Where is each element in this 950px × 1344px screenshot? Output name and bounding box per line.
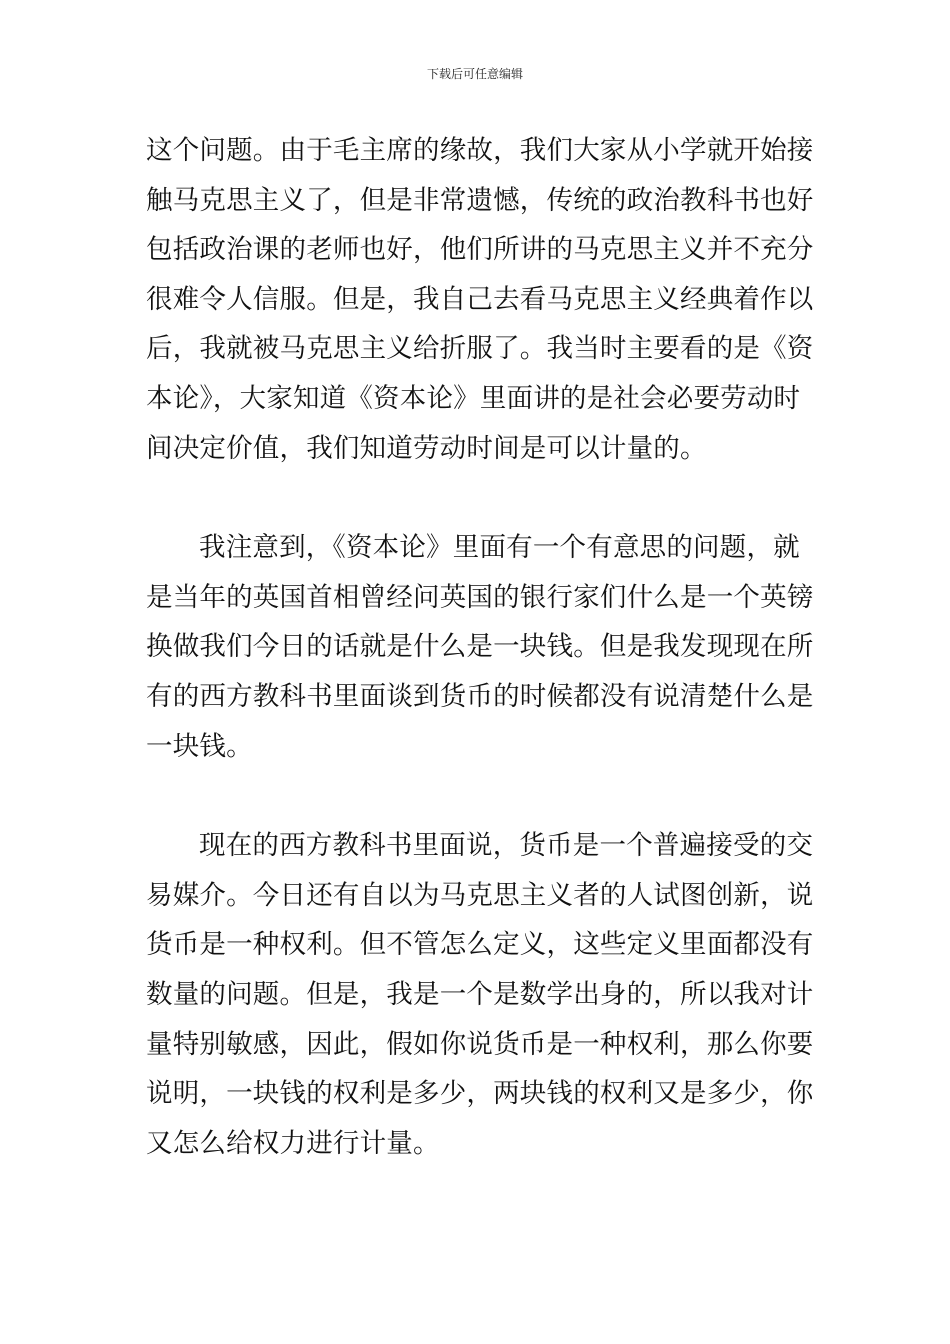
paragraph-1 bbox=[146, 126, 814, 473]
paragraph-3 bbox=[146, 821, 814, 1168]
page-header: 下载后可任意编辑 bbox=[426, 67, 523, 81]
text-line: 包括政治课的老师也好，他们所讲的马克思主义并不充分 bbox=[146, 234, 814, 266]
text-line: 数量的问题。但是，我是一个是数学出身的，所以我对计 bbox=[146, 978, 814, 1010]
text-line: 是当年的英国首相曾经问英国的银行家们什么是一个英镑 bbox=[146, 581, 814, 613]
text-line: 换做我们今日的话就是什么是一块钱。但是我发现现在所 bbox=[146, 631, 814, 663]
text-line: 很难令人信服。但是，我自己去看马克思主义经典着作以 bbox=[146, 283, 814, 315]
text-line: 货币是一种权利。但不管怎么定义，这些定义里面都没有 bbox=[146, 929, 814, 961]
paragraph-2 bbox=[146, 523, 814, 771]
text-line: 后，我就被马克思主义给折服了。我当时主要看的是《资 bbox=[146, 333, 814, 365]
text-line: 量特别敏感，因此，假如你说货币是一种权利，那么你要 bbox=[146, 1028, 814, 1060]
text-line: 又怎么给权力进行计量。 bbox=[146, 1127, 440, 1159]
text-line: 现在的西方教科书里面说，货币是一个普遍接受的交 bbox=[199, 830, 814, 862]
text-line: 我注意到，《资本论》里面有一个有意思的问题，就 bbox=[199, 532, 800, 564]
text-line: 这个问题。由于毛主席的缘故，我们大家从小学就开始接 bbox=[146, 135, 814, 166]
text-line: 有的西方教科书里面谈到货币的时候都没有说清楚什么是 bbox=[146, 680, 814, 712]
text-line: 易媒介。今日还有自以为马克思主义者的人试图创新，说 bbox=[146, 879, 814, 911]
text-line: 触马克思主义了，但是非常遗憾，传统的政治教科书也好 bbox=[146, 184, 814, 216]
text-line: 间决定价值，我们知道劳动时间是可以计量的。 bbox=[146, 432, 707, 464]
text-line: 说明，一块钱的权利是多少，两块钱的权利又是多少，你 bbox=[146, 1078, 814, 1110]
document-body bbox=[146, 126, 814, 1218]
text-line: 本论》，大家知道《资本论》里面讲的是社会必要劳动时 bbox=[146, 382, 801, 414]
text-line: 一块钱。 bbox=[146, 730, 253, 762]
